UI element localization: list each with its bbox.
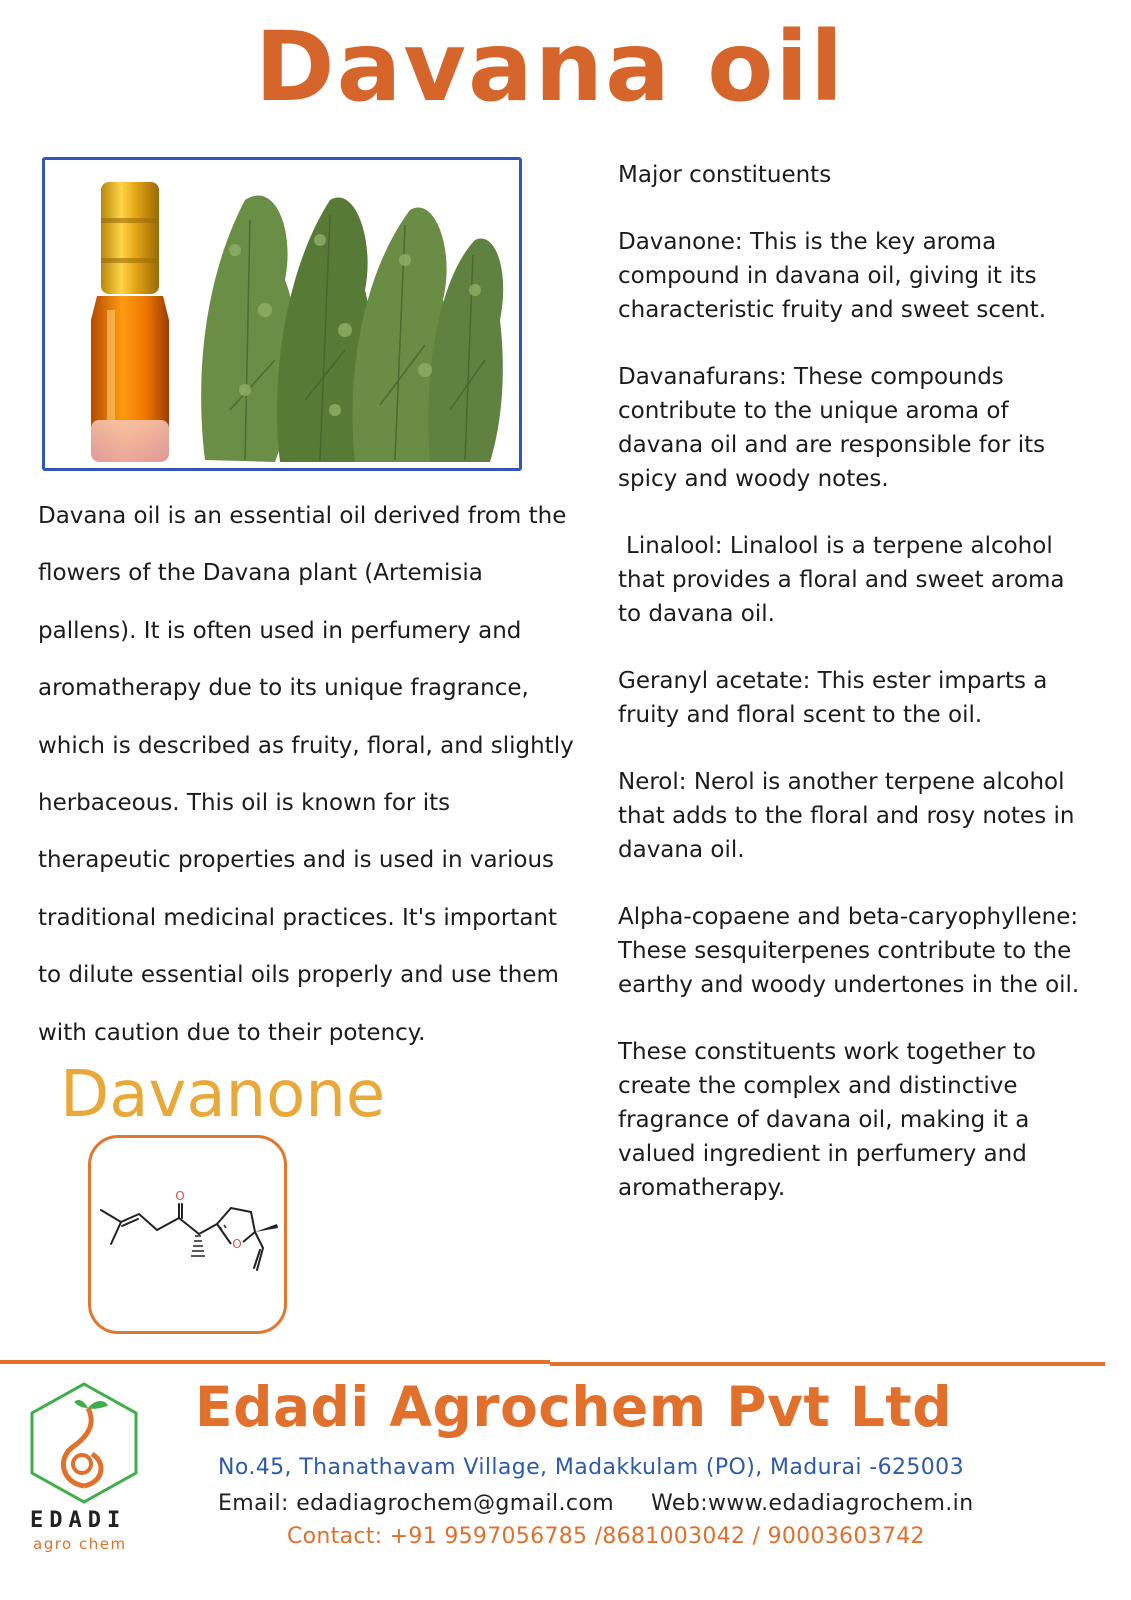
email-web-line bbox=[218, 1488, 974, 1520]
description-text: Davana oil is an essential oil derived from the flowers of the Davana plant (Artemisia pallens). It is often used in perfumery and aromatherapy due to its unique fragrance, which is described as fruity, floral, and slightly herbaceous. This oil is known for its therapeutic properties and is used in various traditional medicinal practices. It's important to dilute essential oils properly and use them with caution due to their potency. bbox=[38, 503, 574, 1046]
oxygen-label-ketone: O bbox=[175, 1189, 185, 1203]
oxygen-label-ring: O bbox=[232, 1237, 242, 1251]
molecule-title: Davanone bbox=[60, 1058, 386, 1132]
description-paragraph bbox=[38, 488, 578, 1062]
constituent-item: Geranyl acetate: This ester imparts a fruity and floral scent to the oil. bbox=[618, 668, 1048, 728]
constituent-item: Linalool: Linalool is a terpene alcohol that provides a floral and sweet aroma to davana oil. bbox=[618, 533, 1065, 627]
oil-bottle-and-herb-image bbox=[45, 160, 519, 468]
constituents-summary: These constituents work together to create the complex and distinctive fragrance of davana oil, making it a valued ingredient in perfumery and aromatherapy. bbox=[618, 1039, 1036, 1201]
constituent-item: Davanafurans: These compounds contribute to the unique aroma of davana oil and are responsible for its spicy and woody notes. bbox=[618, 364, 1046, 492]
constituent-item: Nerol: Nerol is another terpene alcohol that adds to the floral and rosy notes in davana oil. bbox=[618, 769, 1075, 863]
constituents-section bbox=[618, 158, 1088, 1238]
email-text: Email: edadiagrochem@gmail.com bbox=[218, 1491, 615, 1516]
contact-phones: Contact: +91 9597056785 /8681003042 / 90003603742 bbox=[287, 1524, 925, 1549]
company-address: No.45, Thanathavam Village, Madakkulam (PO), Madurai -625003 bbox=[218, 1455, 964, 1480]
company-name: Edadi Agrochem Pvt Ltd bbox=[195, 1375, 953, 1439]
product-photo bbox=[42, 157, 522, 471]
website-text: Web:www.edadiagrochem.in bbox=[651, 1491, 974, 1516]
logo-wordmark: EDADI bbox=[30, 1508, 127, 1533]
constituents-heading: Major constituents bbox=[618, 162, 832, 188]
constituent-item: Davanone: This is the key aroma compound in davana oil, giving it its characteristic fruity and sweet scent. bbox=[618, 229, 1047, 323]
footer-divider bbox=[0, 1360, 1105, 1366]
page-title: Davana oil bbox=[254, 11, 846, 123]
logo-subtitle: agro chem bbox=[33, 1535, 127, 1553]
constituent-item: Alpha-copaene and beta-caryophyllene: These sesquiterpenes contribute to the earthy and woody undertones in the oil. bbox=[618, 904, 1080, 998]
molecule-structure bbox=[88, 1135, 287, 1334]
davanone-structure-diagram bbox=[91, 1138, 284, 1331]
